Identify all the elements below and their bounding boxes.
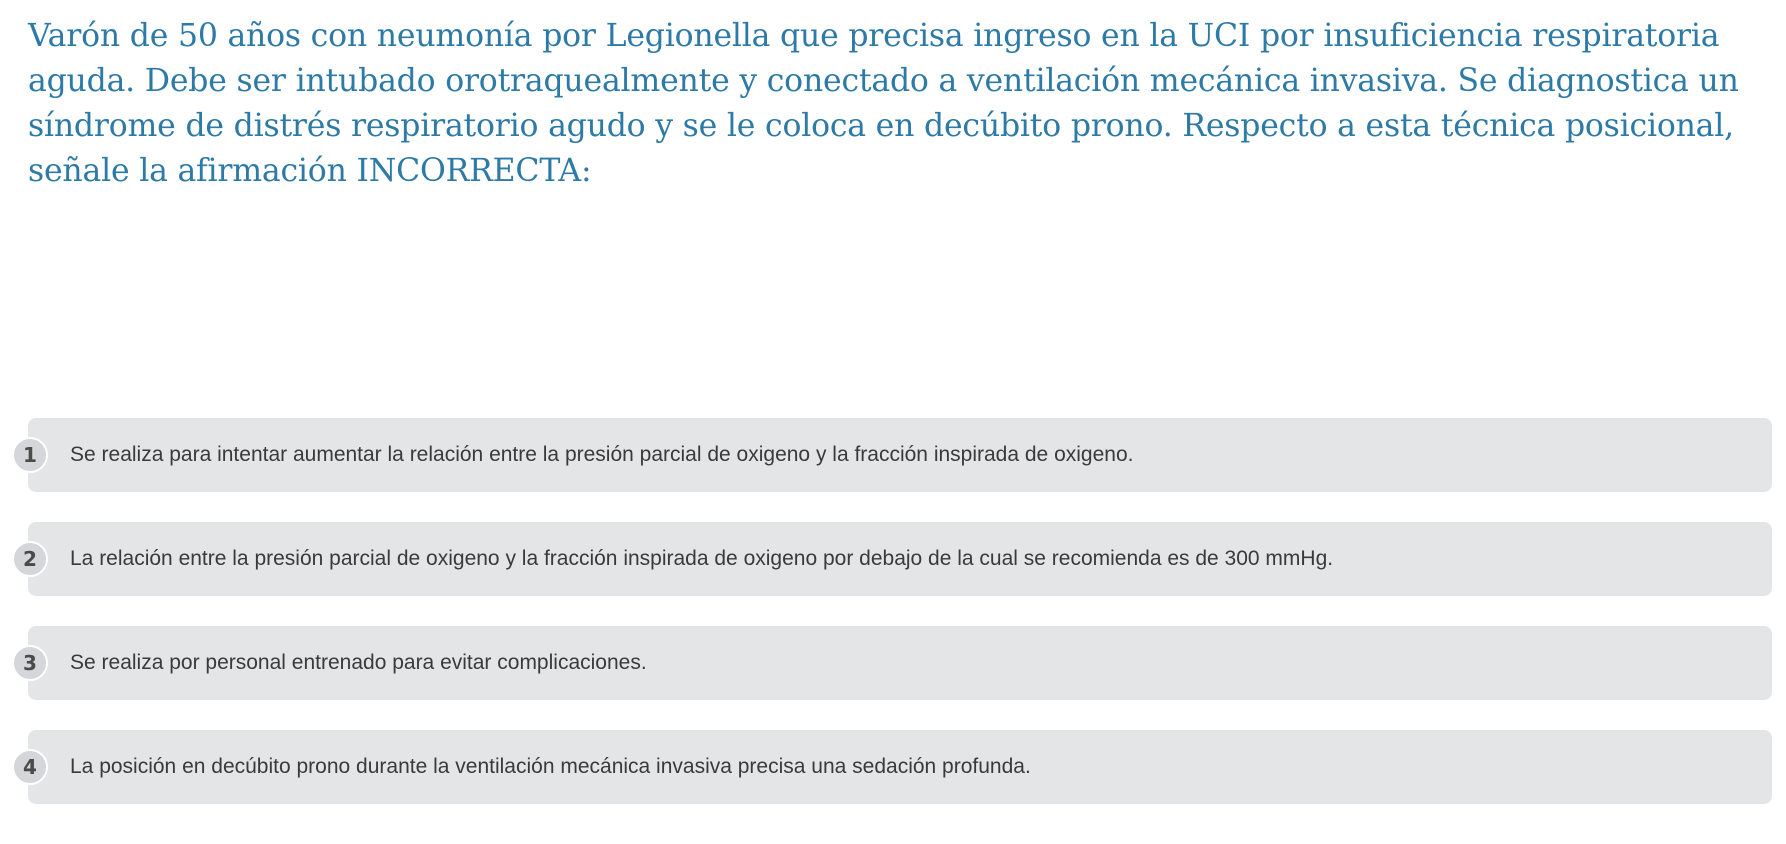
answer-option-4[interactable] — [12, 730, 1772, 804]
option-number-badge: 2 — [12, 541, 48, 577]
option-text: Se realiza por personal entrenado para evitar complicaciones. — [70, 651, 647, 674]
option-number-badge: 4 — [12, 749, 48, 785]
option-number-badge: 1 — [12, 437, 48, 473]
option-text: Se realiza para intentar aumentar la relación entre la presión parcial de oxigeno y la fracción inspirada de oxigeno. — [70, 443, 1134, 466]
option-text: La posición en decúbito prono durante la ventilación mecánica invasiva precisa una sedación profunda. — [70, 755, 1031, 778]
answer-option-1[interactable] — [12, 418, 1772, 492]
option-text: La relación entre la presión parcial de oxigeno y la fracción inspirada de oxigeno por debajo de la cual se recomienda es de 300 mmHg. — [70, 547, 1334, 570]
question-text: Varón de 50 años con neumonía por Legionella que precisa ingreso en la UCI por insuficiencia respiratoria aguda. Debe ser intubado orotraquealmente y conectado a ventilación mecánica invasiva. Se diagnostica un síndrome de distrés respiratorio agudo y se le coloca en decúbito prono. Respecto a esta técnica posicional, señale la afirmación INCORRECTA: — [28, 18, 1739, 189]
answer-option-2[interactable] — [12, 522, 1772, 596]
answer-options-list — [12, 418, 1772, 834]
answer-option-3[interactable] — [12, 626, 1772, 700]
option-number-badge: 3 — [12, 645, 48, 681]
